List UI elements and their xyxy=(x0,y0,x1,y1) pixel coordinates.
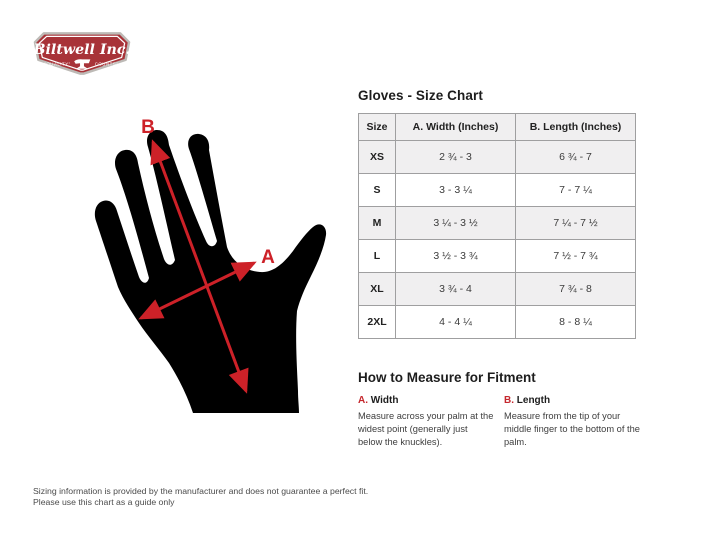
measure-width-text: Measure across your palm at the widest point (generally just below the knuckles). xyxy=(358,411,494,448)
biltwell-badge-graphic xyxy=(33,31,131,76)
measure-item-length xyxy=(504,395,646,449)
measure-columns xyxy=(358,395,648,449)
length-value: 6 ¾ - 7 xyxy=(516,141,636,174)
counts-text: COUNTS" xyxy=(94,61,119,67)
size-chart-title: Gloves - Size Chart xyxy=(358,88,483,103)
size-value: XS xyxy=(359,141,396,174)
measure-width-key: A. xyxy=(358,395,368,406)
measure-width-heading xyxy=(358,395,494,406)
measure-length-label: Length xyxy=(516,395,551,406)
table-row-m xyxy=(359,207,636,240)
table-row-xl xyxy=(359,273,636,306)
length-value: 7 ¾ - 8 xyxy=(516,273,636,306)
quality-text: "QUALITY" xyxy=(44,61,71,67)
size-chart-section xyxy=(358,88,635,339)
column-header-length: B. Length (Inches) xyxy=(516,114,636,141)
size-value: L xyxy=(359,240,396,273)
table-row-s xyxy=(359,174,636,207)
measure-length-text: Measure from the tip of your middle finger to the bottom of the palm. xyxy=(504,411,640,448)
length-value: 7 - 7 ¼ xyxy=(516,174,636,207)
measure-length-key: B. xyxy=(504,395,514,406)
hand-measurement-diagram xyxy=(60,90,360,450)
width-value: 2 ¾ - 3 xyxy=(396,141,516,174)
size-value: S xyxy=(359,174,396,207)
disclaimer-line-1: Sizing information is provided by the manufacturer and does not guarantee a perfect fit. xyxy=(33,486,369,496)
width-value: 3 ½ - 3 ¾ xyxy=(396,240,516,273)
hand-diagram-graphic xyxy=(60,90,360,450)
width-value: 3 - 3 ¼ xyxy=(396,174,516,207)
size-value: M xyxy=(359,207,396,240)
label-a: A xyxy=(261,247,275,268)
size-table xyxy=(358,113,636,339)
how-to-measure-title: How to Measure for Fitment xyxy=(358,370,536,385)
column-header-size: Size xyxy=(359,114,396,141)
size-value: 2XL xyxy=(359,306,396,339)
how-to-measure-section xyxy=(358,370,648,449)
length-value: 8 - 8 ¼ xyxy=(516,306,636,339)
width-value: 3 ¼ - 3 ½ xyxy=(396,207,516,240)
table-row-xs xyxy=(359,141,636,174)
width-value: 3 ¾ - 4 xyxy=(396,273,516,306)
length-value: 7 ¼ - 7 ½ xyxy=(516,207,636,240)
label-b: B xyxy=(141,117,155,138)
measure-width-label: Width xyxy=(370,395,399,406)
disclaimer-line-2: Please use this chart as a guide only xyxy=(33,497,175,508)
size-value: XL xyxy=(359,273,396,306)
biltwell-logo xyxy=(33,31,131,76)
size-table-header-row xyxy=(359,114,636,141)
measure-item-width xyxy=(358,395,494,449)
disclaimer xyxy=(33,486,368,509)
length-value: 7 ½ - 7 ¾ xyxy=(516,240,636,273)
column-header-width: A. Width (Inches) xyxy=(396,114,516,141)
measure-length-heading xyxy=(504,395,646,406)
brand-script-text: Biltwell Inc. xyxy=(33,41,131,58)
table-row-l xyxy=(359,240,636,273)
width-value: 4 - 4 ¼ xyxy=(396,306,516,339)
table-row-2xl xyxy=(359,306,636,339)
hand-silhouette xyxy=(95,130,326,413)
